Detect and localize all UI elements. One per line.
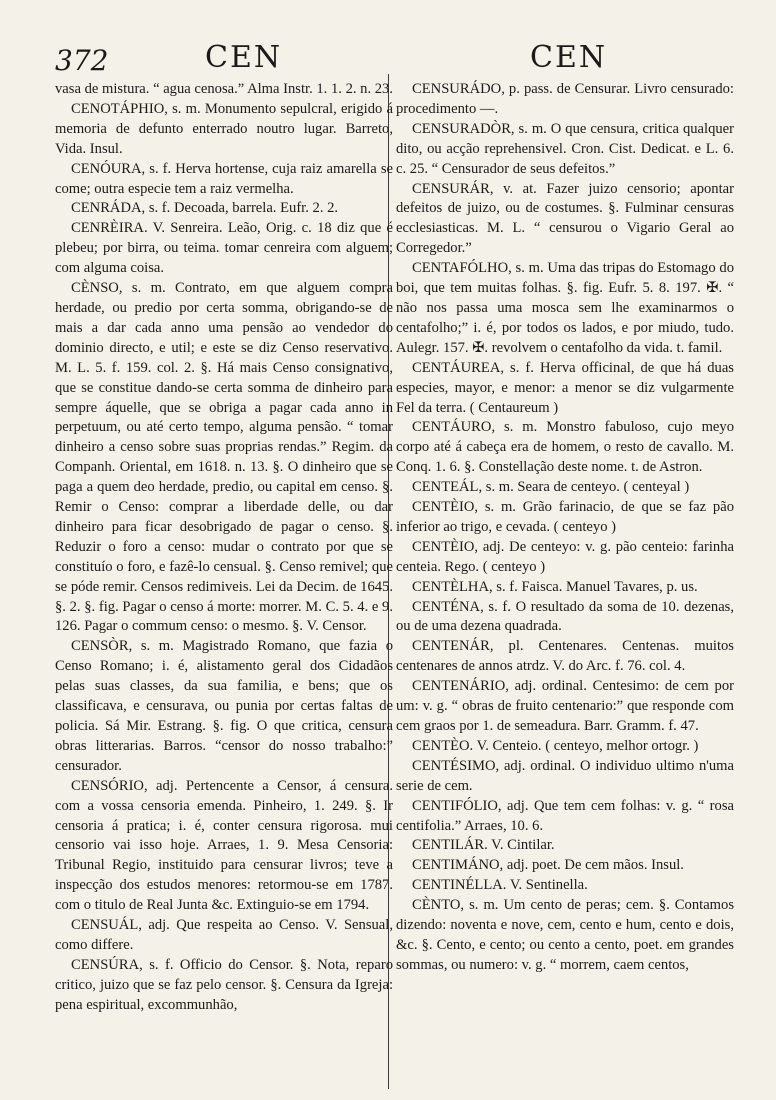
right-column <box>396 80 734 976</box>
dictionary-entry: CENTÈLHA, s. f. Faisca. Manuel Tavares, p. us. <box>412 578 698 595</box>
dictionary-entry: CENTINÉLLA. V. Sentinella. <box>412 877 588 894</box>
dictionary-entry: CENTÈO. V. Centeio. ( centeyo, melhor ortogr. ) <box>412 737 699 754</box>
dictionary-entry: CENSURÁDO, p. pass. de Censurar. Livro censurado: procedimento —. <box>396 81 734 117</box>
dictionary-entry: CENOTÁPHIO, s. m. Monumento sepulcral, erigido á memoria de defunto enterrado noutro lugar. Barreto, Vida. Insul. <box>55 100 393 157</box>
dictionary-entry: CENSÚRA, s. f. Officio do Censor. §. Nota, reparo critico, juizo que se faz pelo censor. §. Censura da Igreja: pena espiritual, excommunhão, <box>55 956 393 1013</box>
dictionary-entry: CENSURADÒR, s. m. O que censura, critica qualquer dito, ou acção reprehensivel. Cron. Cist. Dedicat. e L. 6. c. 25. “ Censurador de seus defeitos.” <box>396 120 734 177</box>
running-head-left: CEN <box>205 40 283 75</box>
dictionary-entry: CENTIFÓLIO, adj. Que tem cem folhas: v. g. “ rosa centifolia.” Arraes, 10. 6. <box>396 797 734 834</box>
dictionary-entry: CENSURÁR, v. at. Fazer juizo censorio; apontar defeitos de juizo, ou de costumes. §. Fulminar censuras ecclesiasticas. M. L. “ censurou o Vigario Geral ao Corregedor.” <box>396 180 734 257</box>
dictionary-entry: CÈNTO, s. m. Um cento de peras; cem. §. Contamos dizendo: noventa e nove, cem, cento e hum, cento e dois, &c. §. Cento, e cento; ou cento a cento, poet. em grandes sommas, ou numero: v. g. “ morrem, caem centos, <box>396 897 734 973</box>
left-column <box>55 80 393 1016</box>
dictionary-entry: CENTILÁR. V. Cintilar. <box>412 837 555 854</box>
dictionary-entry: CENTÉSIMO, adj. ordinal. O individuo ultimo n'uma serie de cem. <box>396 757 734 794</box>
dictionary-entry: CENSUÁL, adj. Que respeita ao Censo. V. Sensual, como differe. <box>55 917 393 953</box>
dictionary-entry: CENÓURA, s. f. Herva hortense, cuja raiz amarella se come; outra especie tem a raiz vermelha. <box>55 160 393 197</box>
dictionary-entry: CENTÁURO, s. m. Monstro fabuloso, cujo meyo corpo até á cabeça era de homem, o resto de cavallo. M. Conq. 1. 6. §. Constellação deste nome. t. de Astron. <box>396 419 734 476</box>
dictionary-entry: CENTÈIO, s. m. Grão farinacio, de que se faz pão inferior ao trigo, e cevada. ( centeyo ) <box>396 499 734 535</box>
dictionary-entry: CENTAFÓLHO, s. m. Uma das tripas do Estomago do boi, que tem muitas folhas. §. fig. Eufr. 5. 8. 197. ✠. “ não nos passa uma mosca sem lhe examinarmos o centafolho;” i. é, por todos os lados, e por miudo, tudo. Aulegr. 157. ✠. revolvem o centafolho da vida. t. famil. <box>396 260 734 356</box>
dictionary-entry: CENTEÁL, s. m. Seara de centeyo. ( centeyal ) <box>412 479 690 496</box>
dictionary-entry: CENSÒR, s. m. Magistrado Romano, que fazia o Censo Romano; i. é, alistamento geral dos Cidadãos pelas suas classes, da sua familia, e bens; que os classificava, e censurava, ou punia por certas faltas de policia. Sá Mir. Estrang. §. fig. O que critica, censura obras litterarias. Barros. “censor do nosso trabalho:” censurador. <box>55 638 393 774</box>
dictionary-entry: vasa de mistura. “ agua cenosa.” Alma Instr. 1. 1. 2. n. 23. <box>55 81 393 97</box>
dictionary-entry: CENRÈIRA. V. Senreira. Leão, Orig. c. 18 diz que é plebeu; por birra, ou teima. tomar cenreira com alguem; com alguma coisa. <box>55 220 393 277</box>
dictionary-entry: CENTÁUREA, s. f. Herva officinal, de que há duas especies, mayor, e menor: a menor se diz vulgarmente Fel da terra. ( Centaureum ) <box>396 359 734 416</box>
dictionary-entry: CENTENÁRIO, adj. ordinal. Centesimo: de cem por um: v. g. “ obras de fruito centenario:” que responde com cem graos por 1. de semeadura. Barr. Gramm. f. 47. <box>396 678 734 734</box>
dictionary-entry: CENTÈIO, adj. De centeyo: v. g. pão centeio: farinha centeia. Rego. ( centeyo ) <box>396 538 734 575</box>
dictionary-entry: CENTÉNA, s. f. O resultado da soma de 10. dezenas, ou de uma dezena quadrada. <box>396 598 734 635</box>
running-head-right: CEN <box>530 40 608 75</box>
page-number: 372 <box>55 44 109 77</box>
dictionary-entry: CENRÁDA, s. f. Decoada, barrela. Eufr. 2. 2. <box>71 200 339 217</box>
dictionary-entry: CÈNSO, s. m. Contrato, em que alguem compra herdade, ou predio por certa somma, obrigando-se de mais a dar cada anno uma pensão ao vendedor do dominio directo, e util; e este se diz Censo reservativo. M. L. 5. f. 159. col. 2. §. Há mais Censo consignativo, que se constitue dando-se certa somma de dinheiro para sempre áquelle, que se obriga a pagar cada anno in perpetuum, ou até certo tempo, alguma pensão. “ tomar dinheiro a censo sobre suas proprias rendas.” Regim. da Companh. Oriental, em 1618. n. 13. §. O dinheiro que se paga a quem deo herdade, predio, ou capital em censo. §. Remir o Censo: comprar a liberdade delle, ou dar dinheiro para ficar desobrigado de pagar o censo. §. Reduzir o foro a censo: mudar o contrato por que se constituío o foro, e fazê-lo censual. §. Censo remivel; que se póde remir. Censos redimiveis. Lei da Decim. de 1645. §. 2. §. fig. Pagar o censo á morte: morrer. M. C. 5. 4. e 9. 126. Pagar o commum censo: o mesmo. §. V. Censor. <box>55 280 393 635</box>
dictionary-entry: CENTIMÁNO, adj. poet. De cem mãos. Insul. <box>412 857 684 874</box>
dictionary-entry: CENTENÁR, pl. Centenares. Centenas. muitos centenares de annos atrdz. V. do Arc. f. 76. col. 4. <box>396 638 734 675</box>
dictionary-entry: CENSÓRIO, adj. Pertencente a Censor, á censura. com a vossa censoria emenda. Pinheiro, 1. 249. §. Ir censoria á pratica; i. é, conter censura rigorosa. mui censorio vai isso hoje. Arraes, 1. 9. Mesa Censoria: Tribunal Regio, instituido para censurar livros; teve a inspecção dos estudos menores: retormou-se em 1787. com o titulo de Real Junta &c. Extinguio-se em 1794. <box>55 777 393 914</box>
